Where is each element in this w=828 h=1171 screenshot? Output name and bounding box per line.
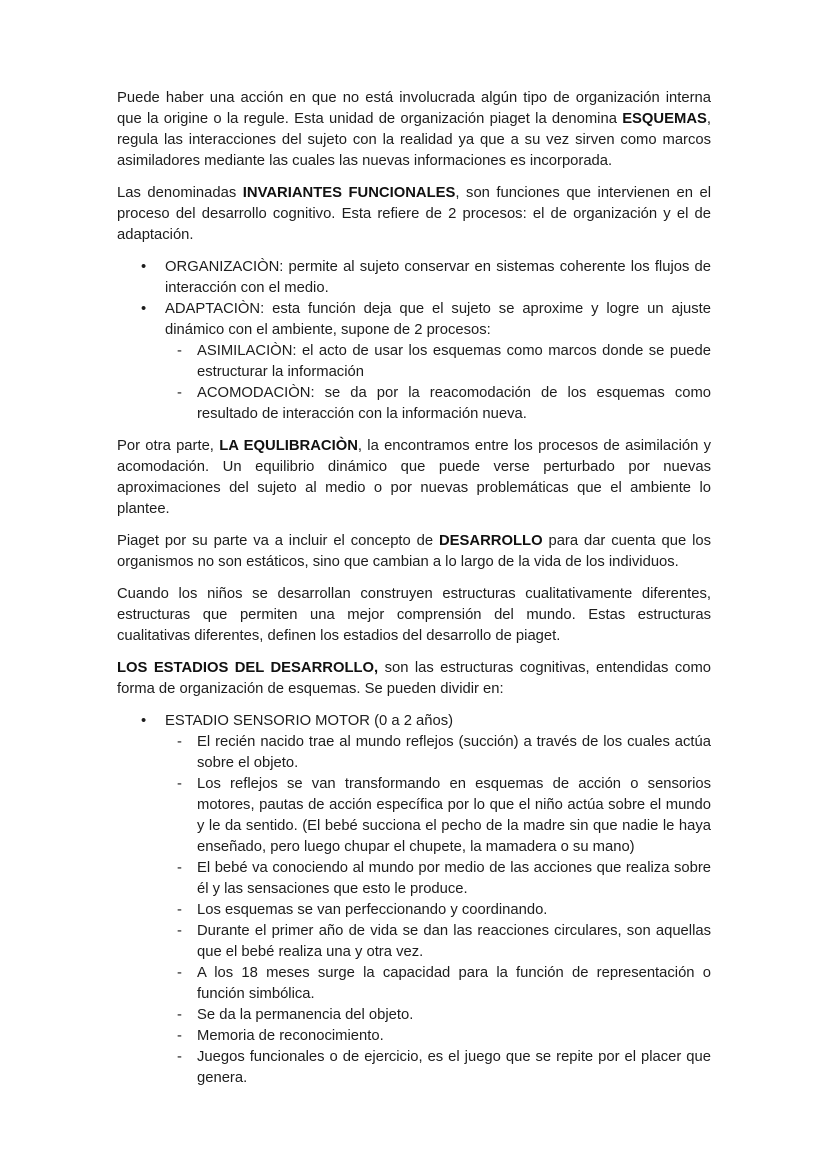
text-run: son las estructuras cognitivas, entendidas como forma de organización de esquemas. Se pueden dividir en: <box>117 660 712 697</box>
bold-term-invariantes-funcionales: INVARIANTES FUNCIONALES <box>242 185 456 201</box>
list-subitem-reflejos-nacido <box>117 732 711 774</box>
list-subitem-bebe-conociendo <box>117 858 711 900</box>
list-subitem-esquemas-perfeccionando <box>117 900 711 921</box>
bullet-marker: • <box>141 301 147 317</box>
text-run: Por otra parte, <box>117 438 220 454</box>
list-subitem-reacciones-circulares <box>117 921 711 963</box>
dash-marker: - <box>177 1028 182 1044</box>
list-item-text: El recién nacido trae al mundo reflejos (succión) a través de los cuales actúa sobre el objeto. <box>197 734 711 771</box>
list-subitem-funcion-simbolica <box>117 963 711 1005</box>
list-subitem-memoria-reconocimiento <box>117 1026 711 1047</box>
list-item-text: ORGANIZACIÒN: permite al sujeto conservar en sistemas coherente los flujos de interacción con el medio. <box>165 259 711 296</box>
text-run: Las denominadas <box>117 185 243 201</box>
list-item-text: ACOMODACIÒN: se da por la reacomodación de los esquemas como resultado de interacción con la información nueva. <box>197 385 711 422</box>
paragraph-desarrollo <box>117 531 711 573</box>
paragraph-estadios <box>117 658 711 700</box>
dash-marker: - <box>177 343 182 359</box>
list-item-text: Los reflejos se van transformando en esquemas de acción o sensorios motores, pautas de acción específica por lo que el niño actúa sobre el mundo y le da sentido. (El bebé succiona el pecho de la madre sin que nadie le haya enseñado, pero luego chupar el chupete, la mamadera o su mano) <box>197 776 711 855</box>
list-subitem-permanencia-objeto <box>117 1005 711 1026</box>
list-item-text: ESTADIO SENSORIO MOTOR (0 a 2 años) <box>165 713 454 729</box>
text-run: Piaget por su parte va a incluir el concepto de <box>117 533 439 549</box>
list-item-text: Juegos funcionales o de ejercicio, es el juego que se repite por el placer que genera. <box>197 1049 711 1086</box>
list-item-text: Se da la permanencia del objeto. <box>197 1007 414 1023</box>
list-item-text: El bebé va conociendo al mundo por medio de las acciones que realiza sobre él y las sensaciones que esto le produce. <box>197 860 711 897</box>
text-run: , regula las interacciones del sujeto con la realidad ya que a su vez sirven como marcos asimiladores mediante las cuales las nuevas informaciones es incorporada. <box>117 111 711 169</box>
bold-term-estadios-del-desarrollo: LOS ESTADIOS DEL DESARROLLO, <box>117 660 379 676</box>
dash-marker: - <box>177 1049 182 1065</box>
text-run: para dar cuenta que los organismos no son estáticos, sino que cambian a lo largo de la vida de los individuos. <box>117 533 712 570</box>
dash-marker: - <box>177 902 182 918</box>
list-item-text: Los esquemas se van perfeccionando y coordinando. <box>197 902 548 918</box>
dash-marker: - <box>177 860 182 876</box>
paragraph-esquemas <box>117 88 711 172</box>
list-item-organizacion <box>117 257 711 299</box>
bullet-marker: • <box>141 713 147 729</box>
paragraph-estructuras <box>117 584 711 647</box>
list-item-sensorio-motor <box>117 711 711 732</box>
document-body <box>117 88 711 1100</box>
dash-marker: - <box>177 1007 182 1023</box>
list-subitem-acomodacion <box>117 383 711 425</box>
text-run: , son funciones que intervienen en el proceso del desarrollo cognitivo. Esta refiere de 2 procesos: el de organización y el de adaptación. <box>117 185 711 243</box>
list-subitem-reflejos-transformacion <box>117 774 711 858</box>
dash-marker: - <box>177 385 182 401</box>
list-invariantes <box>117 257 711 425</box>
list-item-text: A los 18 meses surge la capacidad para la función de representación o función simbólica. <box>197 965 711 1002</box>
list-item-text: Durante el primer año de vida se dan las reacciones circulares, son aquellas que el bebé realiza una y otra vez. <box>197 923 711 960</box>
bullet-marker: • <box>141 259 147 275</box>
list-estadios <box>117 711 711 1089</box>
paragraph-invariantes <box>117 183 711 246</box>
dash-marker: - <box>177 776 182 792</box>
text-run: , la encontramos entre los procesos de asimilación y acomodación. Un equilibrio dinámico que puede verse perturbado por nuevas aproximaciones del sujeto al medio o por nuevas problemáticas que el ambiente lo plantee. <box>117 438 711 517</box>
text-run: Cuando los niños se desarrollan construyen estructuras cualitativamente diferentes, estructuras que permiten una mejor comprensión del mundo. Estas estructuras cualitativas diferentes, definen los estadios del desarrollo de piaget. <box>117 586 711 644</box>
list-item-text: ADAPTACIÒN: esta función deja que el sujeto se aproxime y logre un ajuste dinámico con el ambiente, supone de 2 procesos: <box>165 301 711 338</box>
bold-term-desarrollo: DESARROLLO <box>439 533 543 549</box>
bold-term-equilibracion: LA EQULIBRACIÒN <box>219 438 358 454</box>
list-subitem-juegos-funcionales <box>117 1047 711 1089</box>
list-item-adaptacion <box>117 299 711 341</box>
dash-marker: - <box>177 923 182 939</box>
dash-marker: - <box>177 734 182 750</box>
list-item-text: Memoria de reconocimiento. <box>197 1028 384 1044</box>
list-item-text: ASIMILACIÒN: el acto de usar los esquemas como marcos donde se puede estructurar la información <box>197 343 711 380</box>
text-run: Puede haber una acción en que no está involucrada algún tipo de organización interna que la origine o la regule. Esta unidad de organización piaget la denomina <box>117 90 711 127</box>
dash-marker: - <box>177 965 182 981</box>
list-subitem-asimilacion <box>117 341 711 383</box>
paragraph-equilibracion <box>117 436 711 520</box>
bold-term-esquemas: ESQUEMAS <box>622 111 707 127</box>
